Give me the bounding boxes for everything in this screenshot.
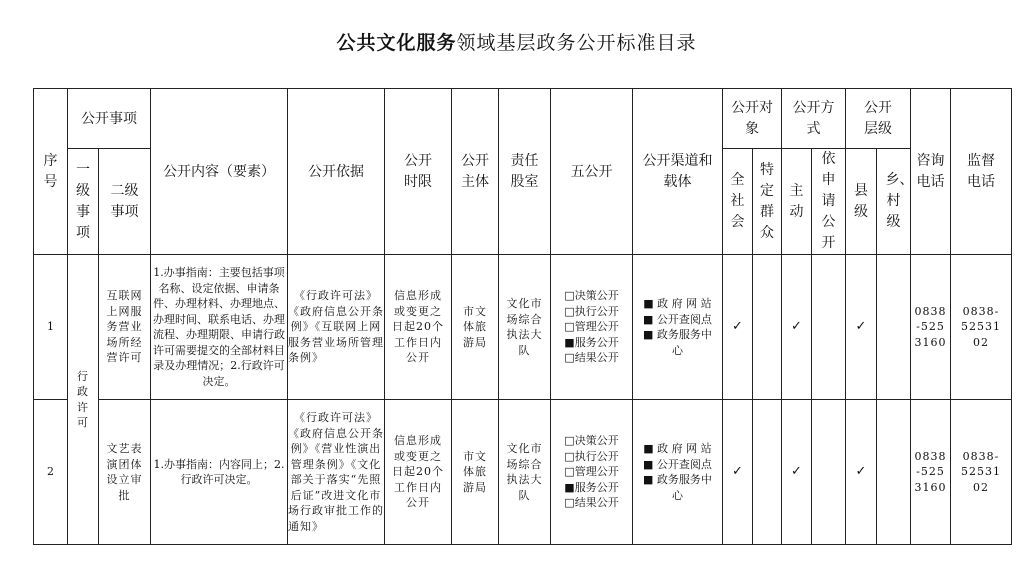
row-basis: 《行政许可法》《政府信息公开条例》《互联网上网服务营业场所管理条例》	[288, 255, 385, 400]
header-township: 乡、村级	[877, 149, 911, 255]
header-item: 公开事项	[68, 89, 151, 149]
row-basis: 《行政许可法》《政府信息公开条例》《营业性演出管理条例》《文化部关于落实“先照后证”改进文化市场行政审批工作的通知》	[288, 400, 385, 545]
channel-item: ■ 公开查阅点	[643, 457, 712, 471]
check-township	[877, 255, 911, 400]
header-five: 五公开	[551, 89, 633, 255]
row-channel	[633, 400, 723, 545]
header-audience: 公开对象	[723, 89, 782, 149]
header-channel: 公开渠道和载体	[633, 89, 723, 255]
channel-item: 心	[672, 488, 683, 502]
title-bold: 公共文化服务	[336, 32, 457, 54]
header-specific: 特定群众	[753, 149, 782, 255]
header-level2: 二级事项	[99, 149, 151, 255]
row-content: 1.办事指南：主要包括事项名称、设定依据、申请条件、办理材料、办理地点、办理时间、联系电话、办理流程、办理期限、申请行政许可需要提交的全部材料目录及办理情况；2.行政许可决定。	[151, 255, 288, 400]
five-item: □执行公开	[564, 449, 619, 463]
row-level2: 文艺表演团体设立审批	[99, 400, 151, 545]
five-item: □结果公开	[564, 351, 619, 365]
header-level1: 一级事项	[68, 149, 99, 255]
channel-item: ■ 政务服务中	[643, 328, 712, 341]
five-item: □结果公开	[564, 496, 619, 510]
row-supervise-tel: 0838-5253102	[951, 255, 1012, 400]
title-rest: 领域基层政务公开标准目录	[456, 32, 697, 54]
row-supervise-tel: 0838-5253102	[951, 400, 1012, 545]
header-basis: 公开依据	[288, 89, 385, 255]
page-title	[0, 28, 1033, 55]
check-on-request	[812, 400, 846, 545]
five-item: ■服务公开	[564, 335, 619, 349]
five-item: □执行公开	[564, 304, 619, 318]
row-level2: 互联网上网服务营业场所经营许可	[99, 255, 151, 400]
five-item: □管理公开	[564, 465, 619, 479]
check-county: ✓	[846, 255, 877, 400]
header-active: 主动	[782, 149, 812, 255]
check-all-society: ✓	[723, 400, 753, 545]
header-seq: 序号	[34, 89, 68, 255]
check-township	[877, 400, 911, 545]
check-all-society: ✓	[723, 255, 753, 400]
row-consult-tel: 0838-5253160	[911, 255, 951, 400]
row-time-limit: 信息形成或变更之日起20个工作日内公开	[385, 255, 452, 400]
row-seq: 1	[34, 255, 68, 400]
header-content: 公开内容（要素）	[151, 89, 288, 255]
header-county: 县级	[846, 149, 877, 255]
check-active: ✓	[782, 255, 812, 400]
table-row	[34, 400, 1012, 545]
row-five	[551, 400, 633, 545]
check-specific	[753, 255, 782, 400]
row-content: 1.办事指南：内容同上；2.行政许可决定。	[151, 400, 288, 545]
header-consult-tel: 咨询电话	[911, 89, 951, 255]
row-seq: 2	[34, 400, 68, 545]
row-subject: 市文体旅游局	[452, 400, 499, 545]
five-item: □管理公开	[564, 320, 619, 334]
header-dept: 责任股室	[499, 89, 551, 255]
header-level: 公开层级	[846, 89, 911, 149]
catalog-table	[33, 88, 1012, 545]
five-item: □决策公开	[564, 434, 619, 448]
check-active: ✓	[782, 400, 812, 545]
channel-item: ■ 政 府 网 站	[643, 297, 712, 310]
channel-item: ■ 政 府 网 站	[643, 442, 712, 455]
check-on-request	[812, 255, 846, 400]
header-time-limit: 公开时限	[385, 89, 452, 255]
channel-item: ■ 公开查阅点	[643, 312, 712, 326]
table-row	[34, 255, 1012, 400]
five-item: □决策公开	[564, 289, 619, 303]
header-supervise-tel: 监督电话	[951, 89, 1012, 255]
row-channel	[633, 255, 723, 400]
row-level1: 行政许可	[68, 255, 99, 545]
header-all-society: 全社会	[723, 149, 753, 255]
row-dept: 文化市场综合执法大队	[499, 255, 551, 400]
row-consult-tel: 0838-5253160	[911, 400, 951, 545]
row-five	[551, 255, 633, 400]
check-county: ✓	[846, 400, 877, 545]
check-specific	[753, 400, 782, 545]
header-on-request: 依申请公开	[812, 149, 846, 255]
channel-item: 心	[672, 343, 683, 357]
row-dept: 文化市场综合执法大队	[499, 400, 551, 545]
row-time-limit: 信息形成或变更之日起20个工作日内公开	[385, 400, 452, 545]
row-subject: 市文体旅游局	[452, 255, 499, 400]
channel-item: ■ 政务服务中	[643, 473, 712, 486]
header-method: 公开方式	[782, 89, 846, 149]
five-item: ■服务公开	[564, 480, 619, 494]
header-subject: 公开主体	[452, 89, 499, 255]
